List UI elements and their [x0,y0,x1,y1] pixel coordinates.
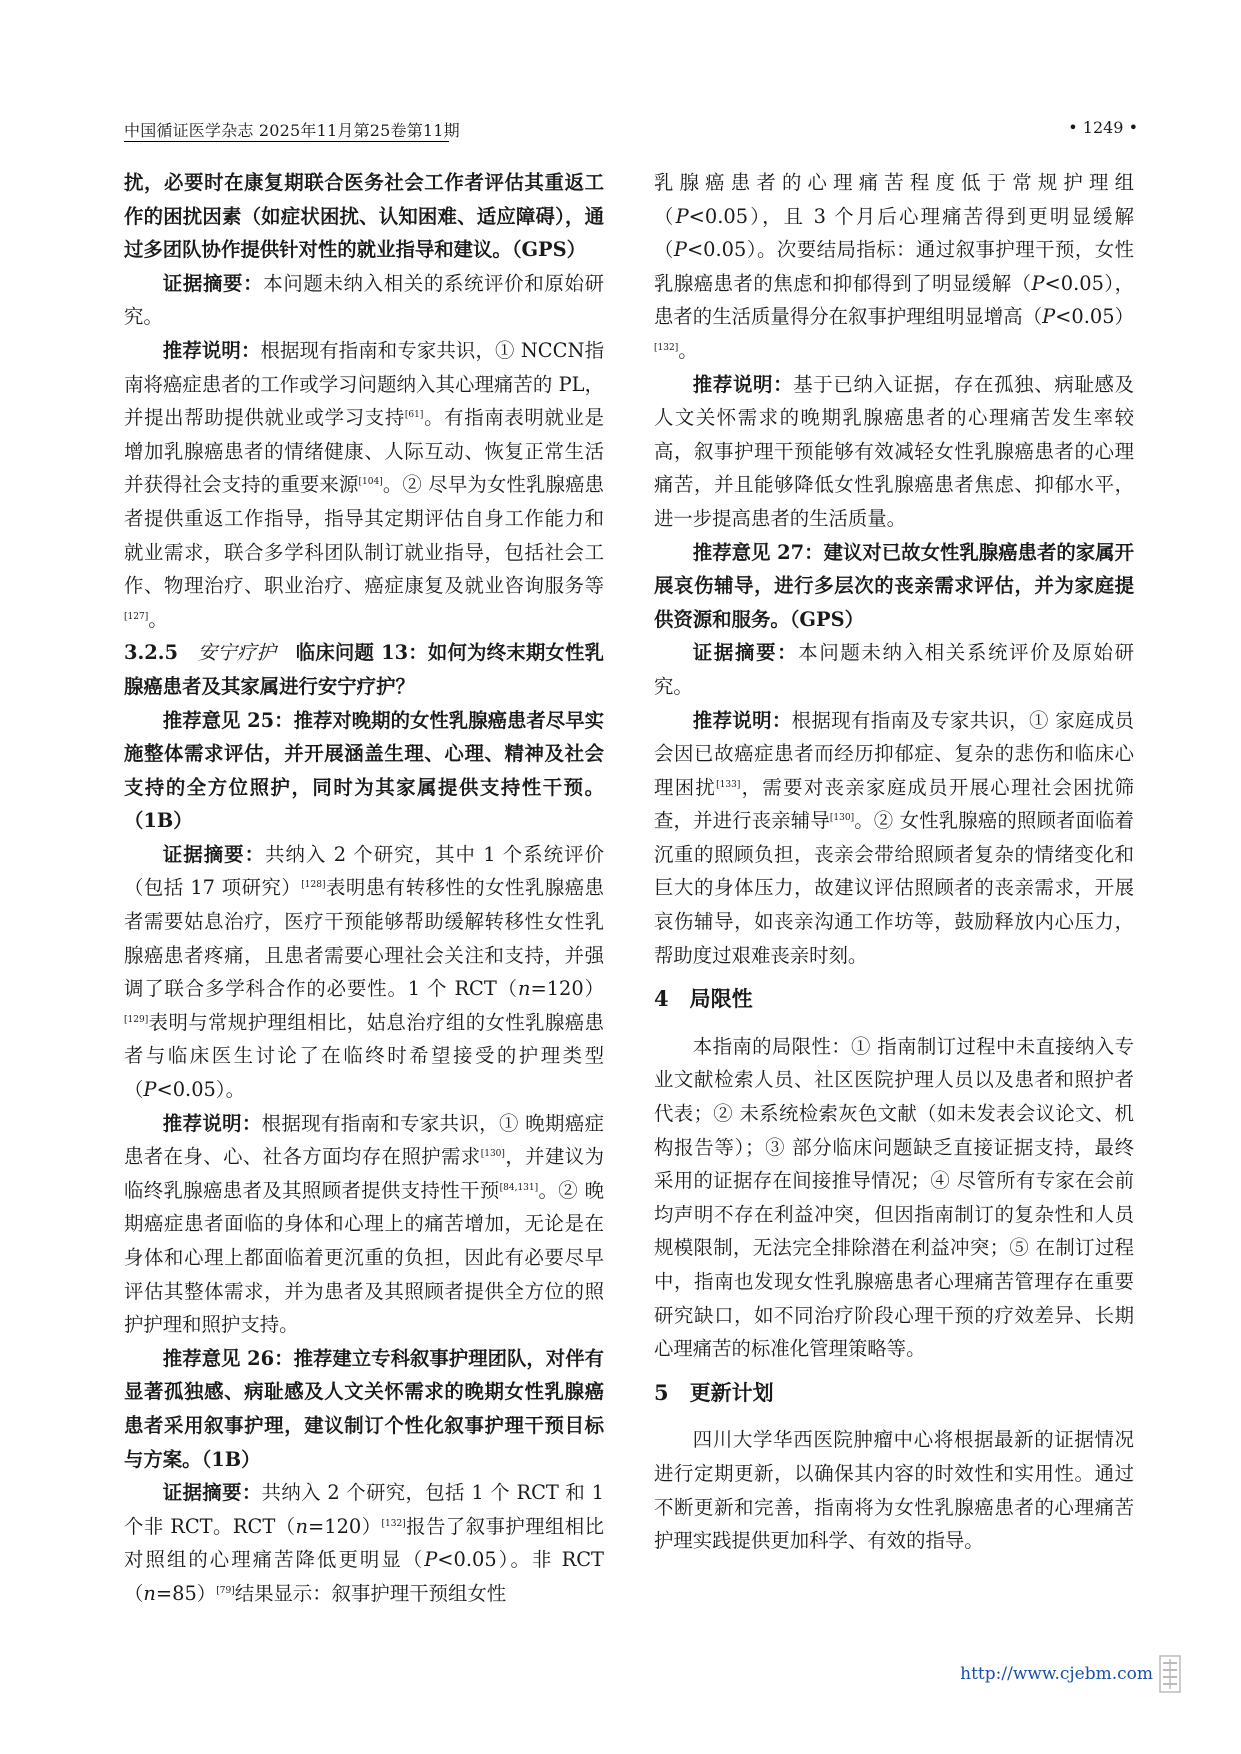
evidence-summary: 证据摘要：本问题未纳入相关系统评价及原始研究。 [654,641,1134,698]
paragraph: 扰，必要时在康复期联合医务社会工作者评估其重返工作的困扰因素（如症状困扰、认知困难、适应障碍），通过多团队协作提供针对性的就业指导和建议。（GPS） [124,171,604,262]
evidence-summary: 证据摘要：本问题未纳入相关的系统评价和原始研究。 [124,271,605,329]
limitations-paragraph: 本指南的局限性：① 指南制订过程中未直接纳入专业文献检索人员、社区医院护理人员以及患者和照护者代表；② 未系统检索灰色文献（如未发表会议论文、机构报告等）；③ 部分临床问题缺乏直接证据支持，最终采用的证据存在间接推导情况；④ 尽管所有专家在会前均声明不存在利益冲突，但因指南制订的复杂性和人员规模限制，无法完全排除潜在利益冲突；⑤ 在制订过程中，指南也发现女性乳腺癌患者心理痛苦管理存在重要研究缺口，如不同治疗阶段心理干预的疗效差异、长期心理痛苦的标准化管理策略等。 [654,1034,1134,1361]
evidence-summary: 证据摘要：共纳入 2 个研究，包括 1 个 RCT 和 1 个非 RCT。RCT（n=120）[132]报告了叙事护理组相比对照组的心理痛苦降低更明显（P<0.05）。非 RCT（n=85）[79]结果显示：叙事护理干预组女性 [124,1481,605,1605]
recommendation-note: 推荐说明：根据现有指南及专家共识，① 家庭成员会因已故癌症患者而经历抑郁症、复杂的悲伤和临床心理困扰[133]，需要对丧亲家庭成员开展心理社会困扰筛查，并进行丧亲辅导[130]。② 女性乳腺癌的照顾者面临着沉重的照顾负担，丧亲会带给照顾者复杂的情绪变化和巨大的身体压力，故建议评估照顾者的丧亲需求，开展哀伤辅导，如丧亲沟通工作坊等，鼓励释放内心压力，帮助度过艰难丧亲时刻。 [654,708,1135,967]
update-plan-paragraph: 四川大学华西医院肿瘤中心将根据最新的证据情况进行定期更新，以确保其内容的时效性和实用性。通过不断更新和完善，指南将为女性乳腺癌患者的心理痛苦护理实践提供更加科学、有效的指导。 [654,1428,1134,1553]
page-number: • 1249 • [1068,118,1138,137]
recommendation-27: 推荐意见 27：建议对已故女性乳腺癌患者的家属开展哀伤辅导，进行多层次的丧亲需求评估，并为家庭提供资源和服务。（GPS） [654,540,1134,631]
recommendation-26: 推荐意见 26：推荐建立专科叙事护理团队，对伴有显著孤独感、病耻感及人文关怀需求的晚期女性乳腺癌患者采用叙事护理，建议制订个性化叙事护理干预目标与方案。（1B） [124,1346,604,1471]
header-rule [124,141,449,142]
heading-update-plan: 5 更新计划 [654,1379,774,1405]
journal-title: 中国循证医学杂志 2025年11月第25卷第11期 [124,121,460,140]
paragraph: 乳腺癌患者的心理痛苦程度低于常规护理组（P<0.05），且 3 个月后心理痛苦得到更明显缓解（P<0.05）。次要结局指标：通过叙事护理干预，女性乳腺癌患者的焦虑和抑郁得到了明显缓解（P<0.05），患者的生活质量得分在叙事护理组明显增高（P<0.05）[132]。 [654,171,1135,362]
recommendation-note: 推荐说明：根据现有指南和专家共识，① 晚期癌症患者在身、心、社各方面均存在照护需求[130]，并建议为临终乳腺癌患者及其照顾者提供支持性干预[84,131]。② 晚期癌症患者面临的身体和心理上的痛苦增加，无论是在身体和心理上都面临着更沉重的负担，因此有必要尽早评估其整体需求，并为患者及其照顾者提供全方位的照护护理和照护支持。 [124,1111,605,1337]
right-column [654,166,1134,1558]
journal-logo-icon [1159,1654,1181,1694]
heading-limitations: 4 局限性 [654,986,753,1012]
left-column [124,166,604,1611]
evidence-summary: 证据摘要：共纳入 2 个研究，其中 1 个系统评价（包括 17 项研究）[128]表明患有转移性的女性乳腺癌患者需要姑息治疗，医疗干预能够帮助缓解转移性女性乳腺癌患者疼痛，且患者需要心理社会关注和支持，并强调了联合多学科合作的必要性。1 个 RCT（n=120）[129]表明与常规护理组相比，姑息治疗组的女性乳腺癌患者与临床医生讨论了在临终时希望接受的护理类型（P<0.05）。 [124,842,605,1102]
section-heading: 3.2.5 安宁疗护 临床问题 13：如何为终末期女性乳腺癌患者及其家属进行安宁疗护？ [124,641,604,698]
recommendation-note: 推荐说明：基于已纳入证据，存在孤独、病耻感及人文关怀需求的晚期乳腺癌患者的心理痛苦发生率较高，叙事护理干预能够有效减轻女性乳腺癌患者的心理痛苦，并且能够降低女性乳腺癌患者焦虑、抑郁水平，进一步提高患者的生活质量。 [654,372,1135,530]
recommendation-note: 推荐说明：根据现有指南和专家共识，① NCCN指南将癌症患者的工作或学习问题纳入其心理痛苦的 PL，并提出帮助提供就业或学习支持[61]。有指南表明就业是增加乳腺癌患者的情绪健康、人际互动、恢复正常生活并获得社会支持的重要来源[104]。② 尽早为女性乳腺癌患者提供重返工作指导，指导其定期评估自身工作能力和就业需求，联合多学科团队制订就业指导，包括社会工作、物理治疗、职业治疗、癌症康复及就业咨询服务等[127]。 [124,338,604,631]
journal-url-link[interactable]: http://www.cjebm.com [960,1664,1153,1684]
recommendation-25: 推荐意见 25：推荐对晚期的女性乳腺癌患者尽早实施整体需求评估，并开展涵盖生理、心理、精神及社会支持的全方位照护，同时为其家属提供支持性干预。（1B） [124,708,604,833]
